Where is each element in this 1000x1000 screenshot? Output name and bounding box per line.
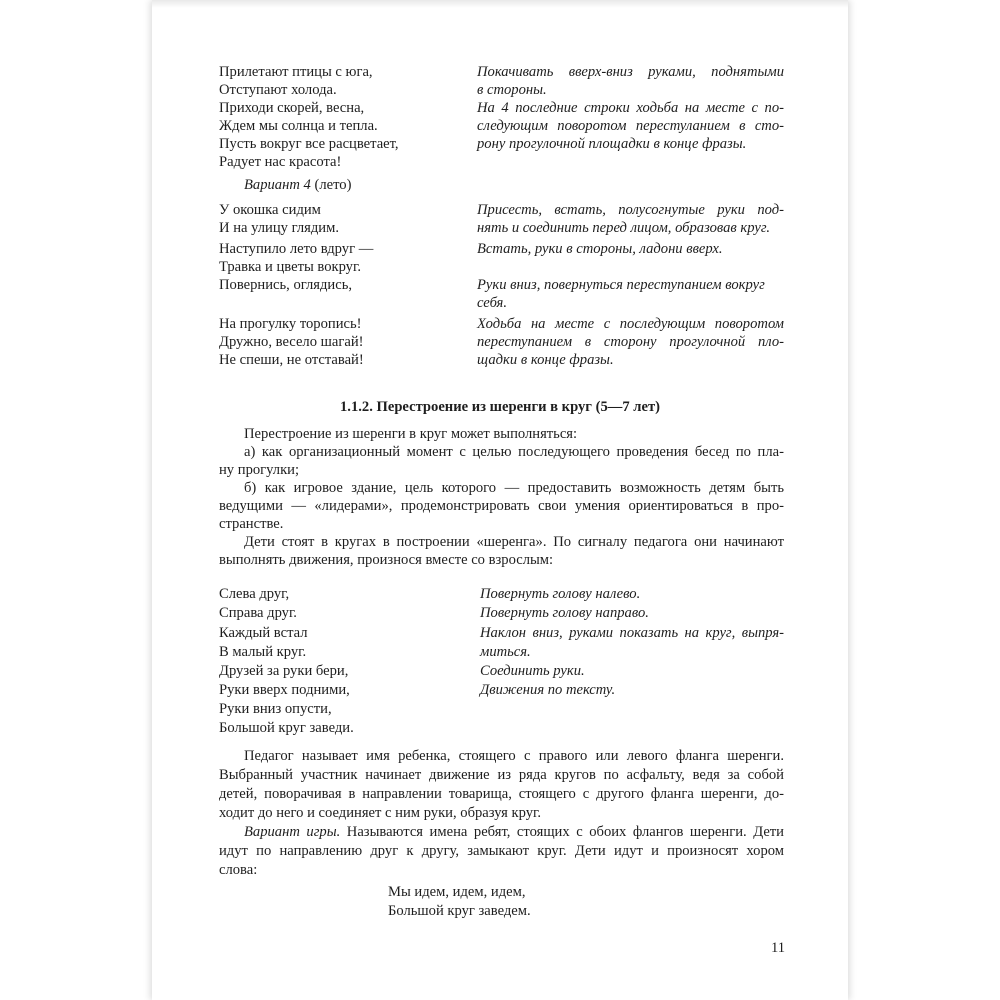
instruction-line: щадки в конце фразы. [477, 352, 614, 368]
instruction-line: Наклон вниз, руками показать на круг, выпря- [480, 625, 784, 641]
verse-line: Дружно, весело шагай! [219, 334, 364, 350]
paragraph-line: выполнять движения, произнося вместе со взрослым: [219, 552, 554, 568]
instruction-line: Присесть, встать, полусогнутые руки под- [477, 202, 784, 218]
paragraph-line: странстве. [219, 516, 284, 532]
verse-line: Ждем мы солнца и тепла. [219, 118, 378, 134]
instruction-line: в стороны. [477, 82, 547, 98]
instruction-line: Повернуть голову налево. [480, 586, 641, 602]
paragraph-line: Выбранный участник начинает движение из ряда кругов по асфальту, ведя за собой [219, 767, 784, 783]
verse-line: В малый круг. [219, 644, 307, 660]
variant-label: Вариант 4 [244, 177, 311, 193]
verse-line: Травка и цветы вокруг. [219, 259, 361, 275]
verse-line: Мы идем, идем, идем, [388, 884, 526, 900]
instruction-line: рону прогулочной площадки в конце фразы. [477, 136, 747, 152]
paragraph-text: Называются имена ребят, стоящих с обоих флангов шеренги. Дети [340, 824, 784, 840]
verse-line: У окошка сидим [219, 202, 321, 218]
paragraph-line: б) как игровое здание, цель которого — предоставить возможность детям быть [244, 480, 784, 496]
instruction-line: Ходьба на месте с последующим поворотом [477, 316, 784, 332]
instruction-line: переступанием в сторону прогулочной пло- [477, 334, 784, 350]
instruction-line: Покачивать вверх-вниз руками, поднятыми [477, 64, 784, 80]
verse-line: Повернись, оглядись, [219, 277, 353, 293]
paragraph-line: слова: [219, 862, 258, 878]
verse-line: И на улицу глядим. [219, 220, 339, 236]
paragraph-line: детей, поворачивая в направлении товарища, стоящего с другого фланга шеренги, до- [219, 786, 784, 802]
instruction-line: Руки вниз, повернуться переступанием вокруг [477, 277, 765, 293]
verse-line: Отступают холода. [219, 82, 337, 98]
instruction-line: На 4 последние строки ходьба на месте с по- [477, 100, 784, 116]
verse-line: Каждый встал [219, 625, 308, 641]
verse-line: Наступило лето вдруг — [219, 241, 374, 257]
instruction-line: нять и соединить перед лицом, образовав круг. [477, 220, 770, 236]
verse-line: Большой круг заведем. [388, 903, 531, 919]
instruction-line: Соединить руки. [480, 663, 585, 679]
paragraph-line: Педагог называет имя ребенка, стоящего с правого или левого фланга шеренги. [244, 748, 784, 764]
instruction-line: Встать, руки в стороны, ладони вверх. [477, 241, 723, 257]
variant-suffix: (лето) [310, 177, 352, 193]
paragraph-line: ну прогулки; [219, 462, 300, 478]
verse-line: Большой круг заведи. [219, 720, 354, 736]
paragraph-line: Перестроение из шеренги в круг может выполняться: [244, 426, 578, 442]
verse-line: Не спеши, не отставай! [219, 352, 364, 368]
paragraph-line: ведущими — «лидерами», продемонстрировать свои умения ориентироваться в про- [219, 498, 784, 514]
verse-line: Друзей за руки бери, [219, 663, 349, 679]
verse-line: Руки вверх подними, [219, 682, 350, 698]
paragraph-line: идут по направлению друг к другу, замыкают круг. Дети идут и произносят хором [219, 843, 784, 859]
verse-line: Справа друг. [219, 605, 297, 621]
verse-line: Слева друг, [219, 586, 290, 602]
variant-label: Вариант игры. [244, 824, 341, 840]
paragraph-line: ходит до него и соединяет с ним руки, образуя круг. [219, 805, 542, 821]
verse-line: Руки вниз опусти, [219, 701, 332, 717]
verse-line: Прилетают птицы с юга, [219, 64, 373, 80]
book-page [152, 0, 848, 1000]
instruction-line: Движения по тексту. [480, 682, 616, 698]
verse-line: Радует нас красота! [219, 154, 342, 170]
page-number: 11 [771, 940, 786, 956]
verse-line: Пусть вокруг все расцветает, [219, 136, 399, 152]
paragraph-line: Дети стоят в кругах в построении «шеренга». По сигналу педагога они начинают [244, 534, 784, 550]
instruction-line: миться. [480, 644, 531, 660]
section-title: 1.1.2. Перестроение из шеренги в круг (5—7 лет) [340, 399, 660, 415]
instruction-line: Повернуть голову направо. [480, 605, 649, 621]
instruction-line: следующим поворотом перестуланием в сто- [477, 118, 784, 134]
paragraph-line [244, 823, 784, 842]
variant-heading [244, 176, 351, 195]
verse-line: На прогулку торопись! [219, 316, 362, 332]
paragraph-line: а) как организационный момент с целью последующего проведения бесед по пла- [244, 444, 784, 460]
instruction-line: себя. [477, 295, 507, 311]
verse-line: Приходи скорей, весна, [219, 100, 365, 116]
